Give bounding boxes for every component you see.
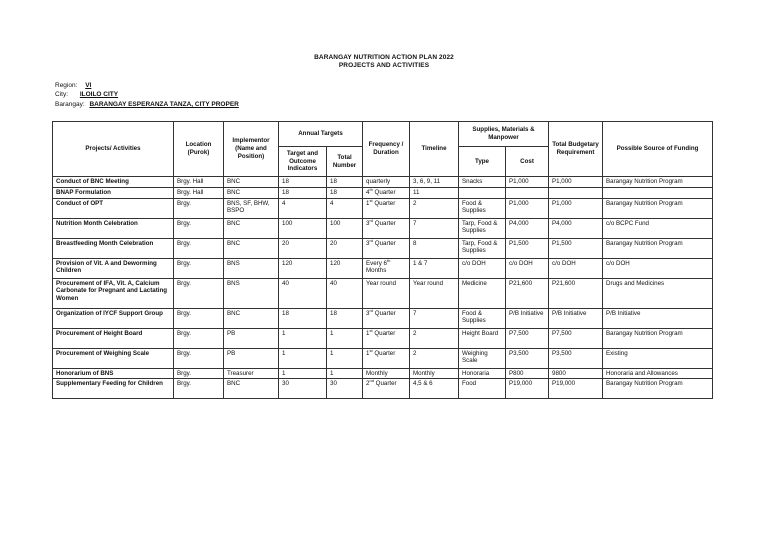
activities-table	[52, 121, 713, 399]
cell-location: Brgy.	[174, 258, 224, 278]
cell-implementor: BNS, SF, BHW, BSPO	[224, 198, 279, 218]
table-row	[53, 328, 713, 348]
header-annual-targets: Annual Targets	[279, 122, 363, 147]
cell-implementor: PB	[224, 348, 279, 368]
cell-budget: P/B Initiative	[549, 308, 603, 328]
cell-budget: P1,500	[549, 238, 603, 258]
frequency-value: 2	[366, 380, 370, 388]
frequency-unit: Quarter	[373, 380, 397, 388]
barangay-label: Barangay:	[55, 101, 85, 108]
frequency-unit: Quarter	[373, 239, 396, 247]
cell-target: 120	[279, 258, 327, 278]
cell-total: 18	[327, 187, 363, 198]
cell-project: Procurement of Weighing Scale	[53, 348, 174, 368]
frequency-ordinal: st	[369, 328, 373, 333]
cell-timeline: 8	[410, 238, 459, 258]
cell-funding: Drugs and Medicines	[603, 278, 713, 308]
cell-budget: P19,000	[549, 379, 603, 399]
frequency-ordinal: nd	[369, 378, 374, 384]
cell-type: Tarp, Food & Supplies	[459, 238, 506, 258]
cell-target: 4	[279, 198, 327, 218]
cell-total: 20	[327, 238, 363, 258]
frequency-unit: Quarter	[372, 188, 396, 196]
cell-target: 100	[279, 218, 327, 238]
cell-implementor: BNS	[224, 258, 279, 278]
cell-timeline: 1 & 7	[410, 258, 459, 278]
cell-location: Brgy.	[174, 368, 224, 379]
cell-type: c/o DOH	[459, 258, 506, 278]
cell-total: 18	[327, 177, 363, 188]
cell-total: 18	[327, 308, 363, 328]
cell-frequency	[363, 177, 410, 188]
region-line	[55, 82, 91, 89]
table-row	[53, 258, 713, 278]
region-value: VI	[85, 82, 92, 89]
cell-timeline: 2	[410, 198, 459, 218]
cell-location: Brgy.	[174, 348, 224, 368]
frequency-value: 1	[366, 199, 370, 207]
cell-budget: P1,000	[549, 177, 603, 188]
cell-project: Procurement of IFA, Vit. A, Calcium Carbonate for Pregnant and Lactating Women	[53, 278, 174, 308]
cell-timeline: Year round	[410, 278, 459, 308]
cell-budget: c/o DOH	[549, 258, 603, 278]
region-label: Region:	[55, 82, 78, 89]
cell-funding: Barangay Nutrition Program	[603, 379, 713, 399]
cell-cost: P1,000	[506, 177, 549, 188]
cell-timeline: 7	[410, 308, 459, 328]
cell-type: Food & Supplies	[459, 308, 506, 328]
header-implementor: Implementor (Name and Position)	[224, 122, 279, 177]
header-projects: Projects/ Activities	[53, 122, 174, 177]
cell-cost: c/o DOH	[506, 258, 549, 278]
cell-cost: P/B Initiative	[506, 308, 549, 328]
cell-target: 1	[279, 368, 327, 379]
cell-budget: P7,500	[549, 328, 603, 348]
cell-project: Procurement of Height Board	[53, 328, 174, 348]
cell-target: 30	[279, 379, 327, 399]
cell-cost: P1,500	[506, 238, 549, 258]
cell-funding: P/B Initiative	[603, 308, 713, 328]
frequency-ordinal: rd	[369, 238, 374, 243]
cell-total: 1	[327, 348, 363, 368]
cell-location: Brgy. Hall	[174, 177, 224, 188]
table-row	[53, 379, 713, 399]
cell-project: Conduct of BNC Meeting	[53, 177, 174, 188]
cell-implementor: PB	[224, 328, 279, 348]
cell-frequency	[363, 218, 410, 238]
cell-implementor: BNC	[224, 238, 279, 258]
cell-funding: c/o BCPC Fund	[603, 218, 713, 238]
cell-cost: P1,000	[506, 198, 549, 218]
cell-total: 1	[327, 368, 363, 379]
cell-target: 18	[279, 187, 327, 198]
cell-implementor: BNC	[224, 308, 279, 328]
cell-funding: Barangay Nutrition Program	[603, 328, 713, 348]
cell-budget: P21,600	[549, 278, 603, 308]
cell-type: Food	[459, 379, 506, 399]
frequency-value: Monthly	[366, 369, 388, 377]
cell-budget: P3,500	[549, 348, 603, 368]
frequency-value: Year round	[366, 279, 397, 287]
cell-type: Weighing Scale	[459, 348, 506, 368]
table-row	[53, 308, 713, 328]
frequency-unit: Quarter	[373, 309, 396, 317]
cell-funding: Barangay Nutrition Program	[603, 238, 713, 258]
table-row	[53, 238, 713, 258]
cell-funding: Existing	[603, 348, 713, 368]
cell-frequency	[363, 278, 410, 308]
cell-cost: P3,500	[506, 348, 549, 368]
table-row	[53, 177, 713, 188]
header-supplies: Supplies, Materials & Manpower	[459, 122, 549, 147]
frequency-value: 3	[366, 219, 370, 227]
cell-cost: P19,000	[506, 379, 549, 399]
header-frequency: Frequency / Duration	[363, 122, 410, 177]
table-row	[53, 348, 713, 368]
frequency-ordinal: rd	[369, 218, 374, 223]
cell-timeline: Monthly	[410, 368, 459, 379]
cell-funding: Honoraria and Allowances	[603, 368, 713, 379]
cell-cost: P7,500	[506, 328, 549, 348]
cell-location: Brgy.	[174, 278, 224, 308]
cell-frequency	[363, 368, 410, 379]
cell-project: Honorarium of BNS	[53, 368, 174, 379]
cell-timeline: 3, 6, 9, 11	[410, 177, 459, 188]
cell-timeline: 11	[410, 187, 459, 198]
cell-project: Organization of IYCF Support Group	[53, 308, 174, 328]
cell-timeline: 4,5 & 6	[410, 379, 459, 399]
cell-budget: P4,000	[549, 218, 603, 238]
frequency-value: 4	[366, 188, 370, 196]
cell-location: Brgy.	[174, 379, 224, 399]
city-label: City:	[55, 91, 68, 98]
header-type: Type	[459, 147, 506, 177]
cell-implementor: BNC	[224, 187, 279, 198]
cell-frequency	[363, 258, 410, 278]
cell-location: Brgy.	[174, 198, 224, 218]
frequency-ordinal: st	[369, 348, 373, 353]
table-row	[53, 368, 713, 379]
cell-implementor: BNC	[224, 177, 279, 188]
cell-location: Brgy. Hall	[174, 187, 224, 198]
cell-project: Provision of Vit. A and Deworming Children	[53, 258, 174, 278]
cell-implementor: BNC	[224, 379, 279, 399]
frequency-unit: Quarter	[372, 199, 396, 207]
frequency-unit: Months	[366, 267, 387, 275]
cell-total: 1	[327, 328, 363, 348]
cell-frequency	[363, 187, 410, 198]
city-line	[55, 91, 118, 98]
cell-location: Brgy.	[174, 218, 224, 238]
header-total-number: Total Number	[327, 147, 363, 177]
cell-budget	[549, 187, 603, 198]
cell-timeline: 2	[410, 328, 459, 348]
cell-funding	[603, 187, 713, 198]
barangay-value: BARANGAY ESPERANZA TANZA, CITY PROPER	[89, 101, 239, 108]
cell-target: 1	[279, 328, 327, 348]
cell-target: 40	[279, 278, 327, 308]
cell-implementor: Treasurer	[224, 368, 279, 379]
cell-total: 30	[327, 379, 363, 399]
cell-timeline: 7	[410, 218, 459, 238]
cell-target: 18	[279, 308, 327, 328]
cell-location: Brgy.	[174, 238, 224, 258]
frequency-value: Every 6	[366, 259, 387, 267]
cell-frequency	[363, 308, 410, 328]
header-funding: Possible Source of Funding	[603, 122, 713, 177]
frequency-unit: Quarter	[372, 329, 396, 337]
document-title: BARANGAY NUTRITION ACTION PLAN 2022	[314, 54, 454, 61]
cell-total: 40	[327, 278, 363, 308]
cell-location: Brgy.	[174, 308, 224, 328]
table-row	[53, 198, 713, 218]
cell-cost: P21,600	[506, 278, 549, 308]
frequency-value: 3	[366, 239, 370, 247]
frequency-unit: Quarter	[373, 219, 396, 227]
cell-target: 1	[279, 348, 327, 368]
frequency-ordinal: rd	[369, 308, 374, 313]
cell-frequency	[363, 328, 410, 348]
table-row	[53, 187, 713, 198]
frequency-value: 1	[366, 329, 370, 337]
cell-frequency	[363, 379, 410, 399]
frequency-ordinal: th	[369, 187, 373, 192]
cell-funding: c/o DOH	[603, 258, 713, 278]
cell-cost: P4,000	[506, 218, 549, 238]
cell-type	[459, 187, 506, 198]
document-subtitle: PROJECTS AND ACTIVITIES	[338, 62, 430, 69]
cell-frequency	[363, 238, 410, 258]
header-timeline: Timeline	[410, 122, 459, 177]
cell-type: Height Board	[459, 328, 506, 348]
header-cost: Cost	[506, 147, 549, 177]
cell-implementor: BNS	[224, 278, 279, 308]
cell-type: Honoraria	[459, 368, 506, 379]
cell-target: 18	[279, 177, 327, 188]
frequency-ordinal: st	[369, 198, 373, 203]
cell-cost	[506, 187, 549, 198]
cell-budget: 9800	[549, 368, 603, 379]
cell-frequency	[363, 198, 410, 218]
cell-project: Conduct of OPT	[53, 198, 174, 218]
cell-type: Food & Supplies	[459, 198, 506, 218]
cell-implementor: BNC	[224, 218, 279, 238]
cell-project: BNAP Formulation	[53, 187, 174, 198]
cell-type: Snacks	[459, 177, 506, 188]
header-location: Location (Purok)	[174, 122, 224, 177]
cell-budget: P1,000	[549, 198, 603, 218]
cell-cost: P800	[506, 368, 549, 379]
cell-type: Tarp, Food & Supplies	[459, 218, 506, 238]
cell-funding: Barangay Nutrition Program	[603, 177, 713, 188]
barangay-line	[55, 101, 239, 108]
cell-location: Brgy.	[174, 328, 224, 348]
cell-total: 120	[327, 258, 363, 278]
city-value: ILOILO CITY	[79, 91, 119, 98]
cell-frequency	[363, 348, 410, 368]
cell-project: Supplementary Feeding for Children	[53, 379, 174, 399]
cell-target: 20	[279, 238, 327, 258]
frequency-value: quarterly	[366, 178, 391, 185]
table-row	[53, 278, 713, 308]
header-target-indicators: Target and Outcome Indicators	[279, 147, 327, 177]
frequency-unit: Quarter	[372, 349, 396, 357]
cell-project: Nutrition Month Celebration	[53, 218, 174, 238]
cell-total: 4	[327, 198, 363, 218]
table-row	[53, 218, 713, 238]
header-budget: Total Budgetary Requirement	[549, 122, 603, 177]
cell-type: Medicine	[459, 278, 506, 308]
cell-funding: Barangay Nutrition Program	[603, 198, 713, 218]
cell-total: 100	[327, 218, 363, 238]
cell-project: Breastfeeding Month Celebration	[53, 238, 174, 258]
frequency-value: 1	[366, 349, 370, 357]
cell-timeline: 2	[410, 348, 459, 368]
frequency-ordinal: th	[387, 258, 391, 263]
frequency-value: 3	[366, 309, 370, 317]
